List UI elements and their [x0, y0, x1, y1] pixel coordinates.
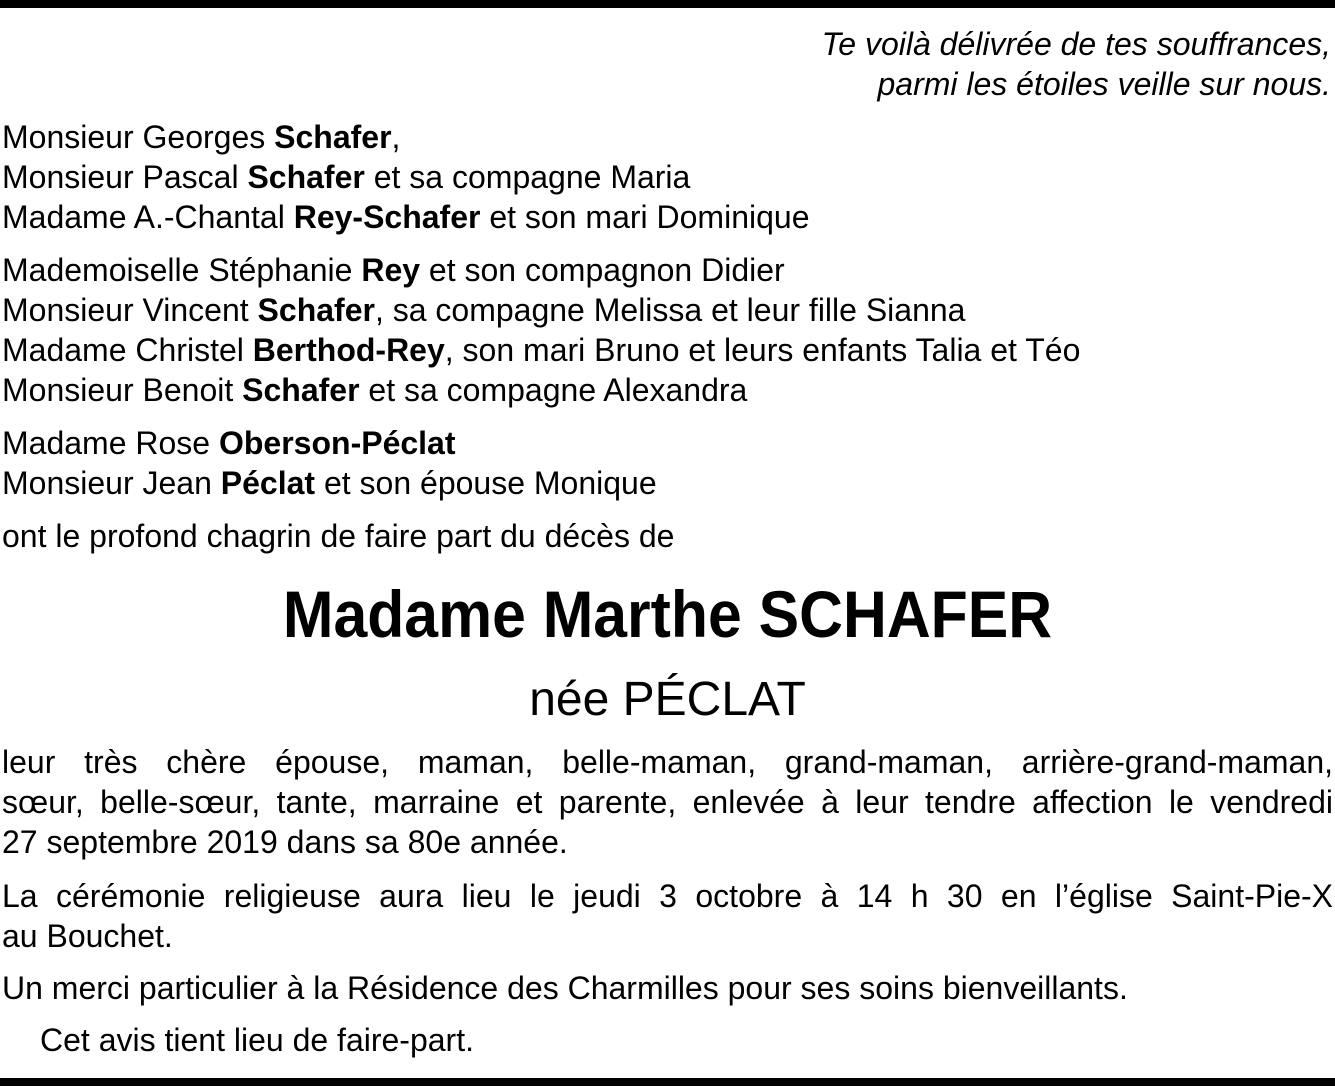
description-line-2: sœur, belle-sœur, tante, marraine et parente, enlevée à leur tendre affection le vendredi [2, 784, 1333, 820]
family-line: Mademoiselle Stéphanie Rey et son compagnon Didier [2, 252, 785, 288]
top-rule [0, 0, 1335, 8]
announcement: ont le profond chagrin de faire part du décès de [2, 518, 675, 554]
ceremony-line-1: La cérémonie religieuse aura lieu le jeudi 3 octobre à 14 h 30 en l’église Saint-Pie-X [2, 878, 1333, 914]
bottom-rule [0, 1078, 1335, 1086]
description-line-3: 27 septembre 2019 dans sa 80e année. [2, 824, 568, 860]
epigraph-line-1: Te voilà délivrée de tes souffrances, [821, 26, 1331, 62]
family-line: Monsieur Jean Péclat et son épouse Monique [2, 465, 657, 501]
family-line: Madame Rose Oberson-Péclat [2, 425, 456, 461]
family-line: Madame A.-Chantal Rey-Schafer et son mari Dominique [2, 199, 810, 235]
deceased-maiden-name: née PÉCLAT [529, 673, 806, 726]
description-line-1: leur très chère épouse, maman, belle-maman, grand-maman, arrière-grand-maman, [2, 744, 1333, 780]
family-line: Monsieur Vincent Schafer, sa compagne Melissa et leur fille Sianna [2, 292, 966, 328]
family-line: Monsieur Pascal Schafer et sa compagne Maria [2, 159, 691, 195]
epigraph-line-2: parmi les étoiles veille sur nous. [877, 66, 1331, 102]
family-line: Madame Christel Berthod-Rey, son mari Bruno et leurs enfants Talia et Téo [2, 332, 1081, 368]
thanks-text: Un merci particulier à la Résidence des Charmilles pour ses soins bienveillants. [2, 970, 1128, 1006]
ceremony-line-2: au Bouchet. [2, 918, 173, 954]
deceased-name: Madame Marthe SCHAFER [282, 577, 1053, 651]
notice-text: Cet avis tient lieu de faire-part. [40, 1022, 474, 1058]
family-line: Monsieur Georges Schafer, [2, 119, 401, 155]
family-line: Monsieur Benoit Schafer et sa compagne Alexandra [2, 372, 748, 408]
